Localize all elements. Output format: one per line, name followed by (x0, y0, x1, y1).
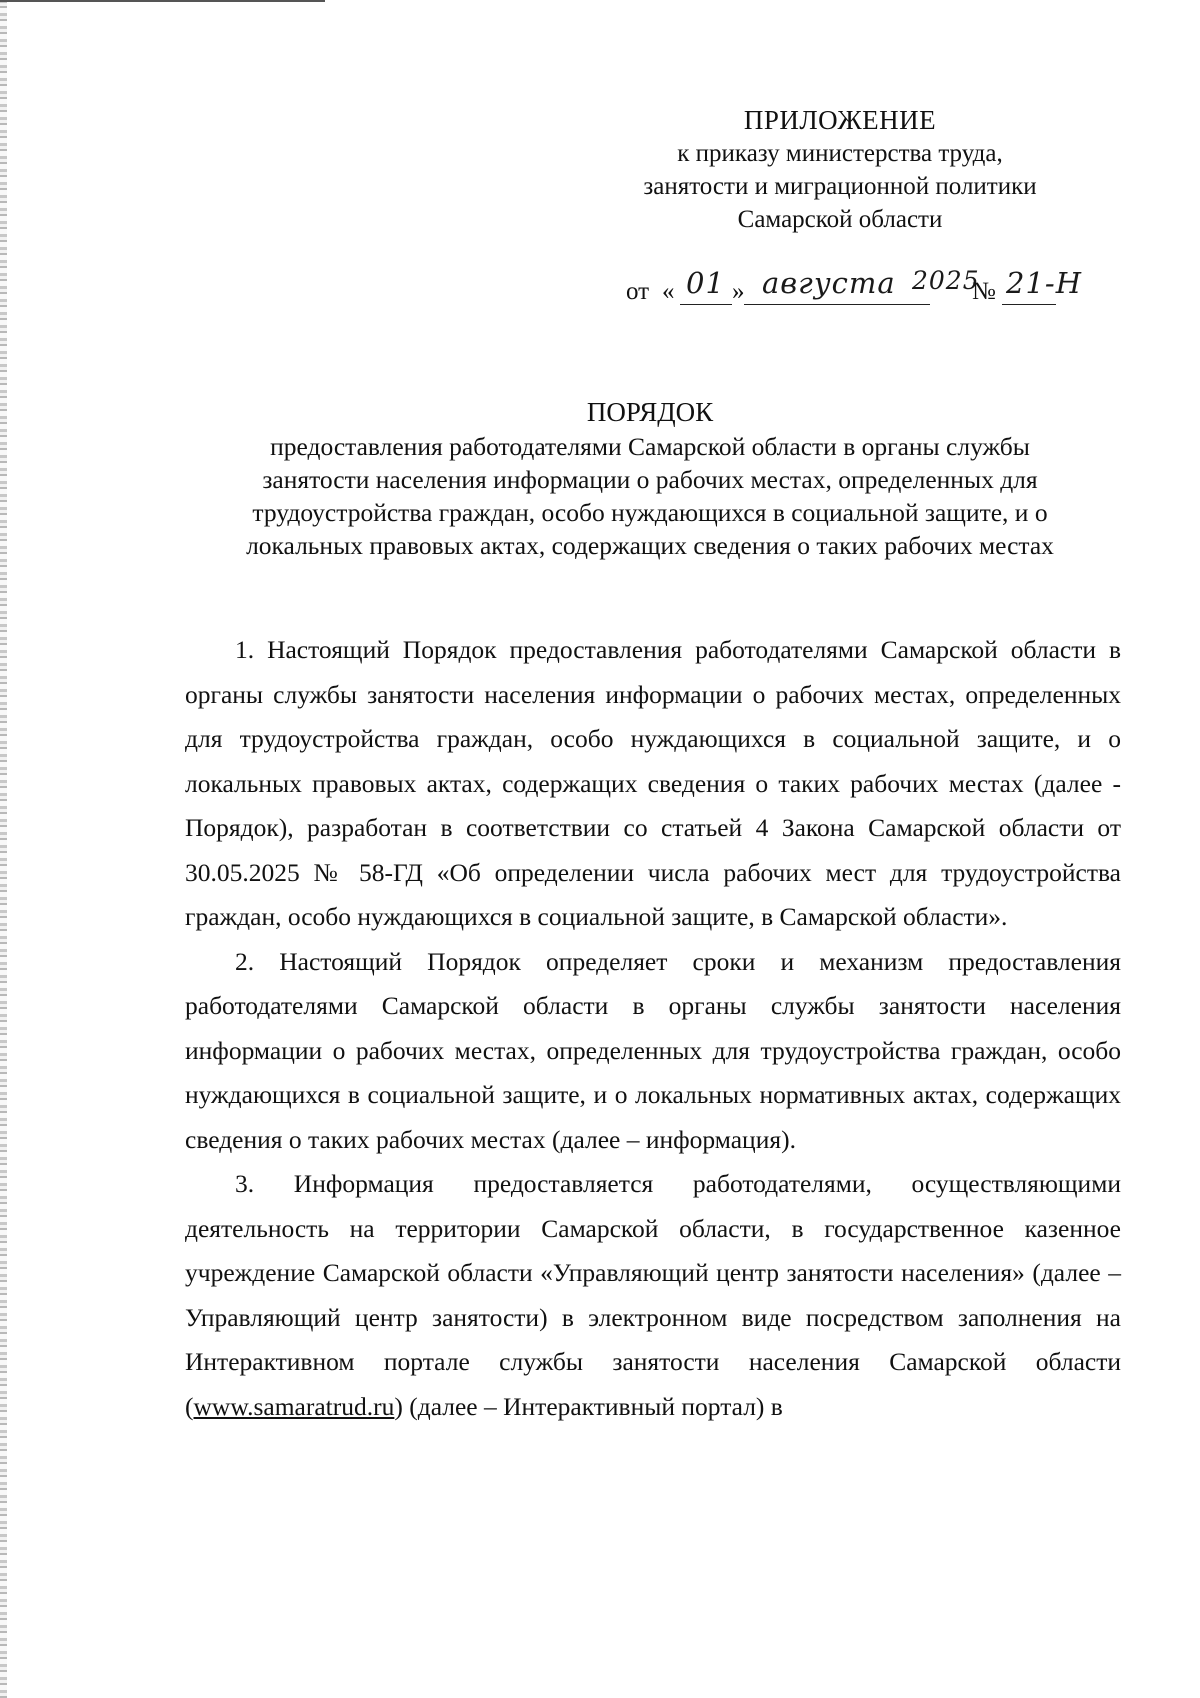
subtitle-line: локальных правовых актах, содержащих сведения о таких рабочих местах (246, 531, 1054, 560)
open-quote: « (662, 278, 675, 305)
subtitle-line: предоставления работодателями Самарской области в органы службы (270, 432, 1030, 461)
handwritten-year: 2025 (912, 266, 980, 295)
document-subtitle (190, 430, 1110, 562)
order-number-label: № (972, 278, 996, 305)
appendix-title: ПРИЛОЖЕНИЕ (743, 105, 937, 135)
day-underline (680, 304, 732, 305)
appendix-header (580, 104, 1100, 236)
paragraph-2: 2. Настоящий Порядок определяет сроки и механизм предоставления работодателями Самарской области в органы службы занятости населения информации о рабочих местах, определенных для трудоустройства граждан, особо нуждающихся в социальной защите, и о локальных нормативных актах, содержащих сведения о таких рабочих местах (далее – информация). (185, 946, 1121, 1154)
document-title: ПОРЯДОК (586, 397, 714, 427)
handwritten-day: 01 (686, 266, 725, 300)
subtitle-line: занятости населения информации о рабочих местах, определенных для (262, 465, 1038, 494)
order-from-label: от (626, 278, 650, 305)
number-underline (1002, 304, 1056, 305)
appendix-line-1: к приказу министерства труда, (677, 140, 1003, 167)
scan-top-line (0, 0, 325, 2)
paragraph-1: 1. Настоящий Порядок предоставления работодателями Самарской области в органы службы занятости населения информации о рабочих местах, определенных для трудоустройства граждан, особо нуждающихся в социальной защите, и о локальных правовых актах, содержащих сведения о таких рабочих местах (далее - Порядок), разработан в соответствии со статьей 4 Закона Самарской области от 30.05.2025 № 58-ГД «Об определении числа рабочих мест для трудоустройства граждан, особо нуждающихся в социальной защите, в Самарской области». (185, 635, 1121, 931)
appendix-line-3: Самарской области (737, 206, 943, 233)
scan-edge (0, 0, 7, 1698)
appendix-line-2: занятости и миграционной политики (643, 173, 1037, 200)
handwritten-month: августа (762, 266, 896, 300)
subtitle-line: трудоустройства граждан, особо нуждающихся в социальной защите, и о (252, 498, 1048, 527)
paragraph-3-text-after-link: ) (далее – Интерактивный портал) в (394, 1391, 783, 1421)
paragraph-3 (185, 1162, 1121, 1429)
samaratrud-link[interactable]: www.samaratrud.ru (193, 1391, 395, 1421)
paragraph-3-text-before-link: 3. Информация предоставляется работодателями, осуществляющими деятельность на территории Самарской области, в государственное казенное учреждение Самарской области «Управляющий центр занятости населения» (далее – Управляющий центр занятости) в электронном виде посредством заполнения на Интерактивном портале службы занятости населения Самарской области ( (185, 1169, 1121, 1421)
month-underline (744, 304, 930, 305)
close-quote: » (732, 278, 745, 305)
handwritten-order-number: 21-Н (1006, 266, 1082, 300)
document-body (185, 628, 1121, 1429)
